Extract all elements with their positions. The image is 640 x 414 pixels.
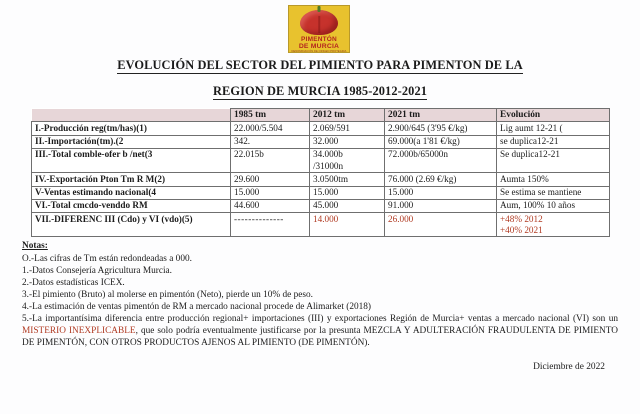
cell-2021-total-comble: 72.000b/65000n bbox=[385, 148, 497, 172]
notes-section bbox=[22, 240, 622, 349]
cell-2012-produccion: 2.069/591 bbox=[310, 122, 385, 135]
row-label-total-comble: III.-Total comble-ofer b /net(3 bbox=[32, 148, 231, 172]
note-item-3: 3.-El pimiento (Bruto) al molerse en pimentón (Neto), pierde un 10% de peso. bbox=[22, 289, 313, 300]
table-row bbox=[32, 148, 610, 172]
cell-1985-ventas: 15.000 bbox=[231, 186, 310, 199]
cell-2021-exportacion: 76.000 (2.69 €/kg) bbox=[385, 173, 497, 186]
logo-line-3: DENOMINACIÓN DE ORIGEN PROTEGIDA bbox=[291, 50, 347, 53]
cell-1985-importacion: 342. bbox=[231, 135, 310, 148]
note-final-part2: , que solo podría eventualmente justificarse por la presunta MEZCLA Y ADULTERACIÓN FRAUDULENTA DE PIMIENTO DE PIMENTÓN, CON OTROS PRODUCTOS AJENOS AL PIMIENTO (DE PIMENTÓN). bbox=[22, 326, 618, 349]
note-item-0: O.-Las cifras de Tm están redondeadas a 000. bbox=[22, 253, 192, 264]
logo-line-2: DE MURCIA bbox=[298, 43, 340, 50]
cell-2021-diferencia: 26.000 bbox=[385, 213, 497, 237]
cell-2012-total-cmcdo: 45.000 bbox=[310, 199, 385, 212]
cell-2012-diferencia: 14.000 bbox=[310, 213, 385, 237]
table-row bbox=[32, 122, 610, 135]
table-row bbox=[32, 135, 610, 148]
cell-evolucion-exportacion: Aumta 150% bbox=[497, 173, 610, 186]
cell-evolucion-importacion: se duplica12-21 bbox=[497, 135, 610, 148]
column-header-2012: 2012 tm bbox=[310, 109, 385, 122]
pimenton-de-murcia-logo bbox=[288, 5, 350, 53]
column-header-blank bbox=[32, 109, 231, 122]
cell-1985-total-cmcdo: 44.600 bbox=[231, 199, 310, 212]
evolution-table bbox=[31, 108, 610, 237]
title-line-2-text: REGION DE MURCIA 1985-2012-2021 bbox=[212, 84, 428, 98]
cell-2012-total-comble-line1: 34.000b bbox=[313, 149, 343, 160]
cell-2012-total-comble bbox=[310, 148, 385, 172]
cell-1985-exportacion: 29.600 bbox=[231, 173, 310, 186]
row-label-produccion: I.-Producción reg(tm/has)(1) bbox=[32, 122, 231, 135]
column-header-evolucion: Evolución bbox=[497, 109, 610, 122]
cell-2021-total-cmcdo: 91.000 bbox=[385, 199, 497, 212]
table-row bbox=[32, 199, 610, 212]
document-date: Diciembre de 2022 bbox=[533, 362, 605, 372]
table-header-row bbox=[32, 109, 610, 122]
cell-evolucion-diferencia-line1: +48% 2012 bbox=[500, 213, 543, 224]
cell-evolucion-diferencia bbox=[497, 213, 610, 237]
cell-evolucion-diferencia-line2: +40% 2021 bbox=[500, 224, 543, 235]
table-row bbox=[32, 213, 610, 237]
column-header-1985: 1985 tm bbox=[231, 109, 310, 122]
title-line-1-text: EVOLUCIÓN DEL SECTOR DEL PIMIENTO PARA PIMENTON DE LA bbox=[117, 58, 523, 72]
column-header-2021: 2021 tm bbox=[385, 109, 497, 122]
document-title-line-2 bbox=[0, 84, 640, 99]
logo-line-1: PIMENTÓN bbox=[301, 36, 337, 43]
cell-2021-importacion: 69.000(a 1'81 €/kg) bbox=[385, 135, 497, 148]
note-final-emphasis: MISTERIO INEXPLICABLE bbox=[22, 326, 136, 337]
cell-1985-total-comble: 22.015b bbox=[231, 148, 310, 172]
cell-2021-produccion: 2.900/645 (3'95 €/kg) bbox=[385, 122, 497, 135]
cell-1985-produccion: 22.000/5.504 bbox=[231, 122, 310, 135]
logo-box bbox=[288, 5, 350, 53]
cell-2012-ventas: 15.000 bbox=[310, 186, 385, 199]
row-label-ventas-nacional: V-Ventas estimando nacional(4 bbox=[32, 186, 231, 199]
evolution-table-container bbox=[31, 108, 609, 237]
note-item-2: 2.-Datos estadísticas ICEX. bbox=[22, 277, 125, 288]
note-final-paragraph bbox=[22, 313, 618, 349]
table-row bbox=[32, 186, 610, 199]
pepper-icon bbox=[300, 10, 338, 35]
cell-2012-exportacion: 3.0500tm bbox=[310, 173, 385, 186]
cell-2012-importacion: 32.000 bbox=[310, 135, 385, 148]
note-final-part1: 5.-La importantísima diferencia entre producción regional+ importaciones (III) y exportaciones Región de Murcia+ ventas a mercado nacional (VI) son un bbox=[22, 313, 618, 324]
cell-2012-total-comble-line2: /31000n bbox=[313, 160, 344, 171]
cell-evolucion-total-comble: Se duplica12-21 bbox=[497, 148, 610, 172]
row-label-importacion: II.-Importación(tm).(2 bbox=[32, 135, 231, 148]
note-item-1: 1.-Datos Consejería Agricultura Murcia. bbox=[22, 265, 172, 276]
cell-2021-ventas: 15.000 bbox=[385, 186, 497, 199]
note-item-4: 4.-La estimación de ventas pimentón de RM a mercado nacional procede de Alimarket (2018) bbox=[22, 301, 372, 312]
cell-1985-diferencia: -------------- bbox=[231, 213, 310, 237]
table-row bbox=[32, 173, 610, 186]
row-label-exportacion: IV.-Exportación Pton Tm R M(2) bbox=[32, 173, 231, 186]
cell-evolucion-total-cmcdo: Aum, 100% 10 años bbox=[497, 199, 610, 212]
cell-evolucion-produccion: Lig aumt 12-21 ( bbox=[497, 122, 610, 135]
cell-evolucion-ventas: Se estima se mantiene bbox=[497, 186, 610, 199]
document-title-line-1 bbox=[0, 58, 640, 73]
row-label-diferencia: VII.-DIFERENC III (Cdo) y VI (vdo)(5) bbox=[32, 213, 231, 237]
notes-heading: Notas: bbox=[22, 241, 48, 251]
row-label-total-cmcdo: VI.-Total cmcdo-venddo RM bbox=[32, 199, 231, 212]
